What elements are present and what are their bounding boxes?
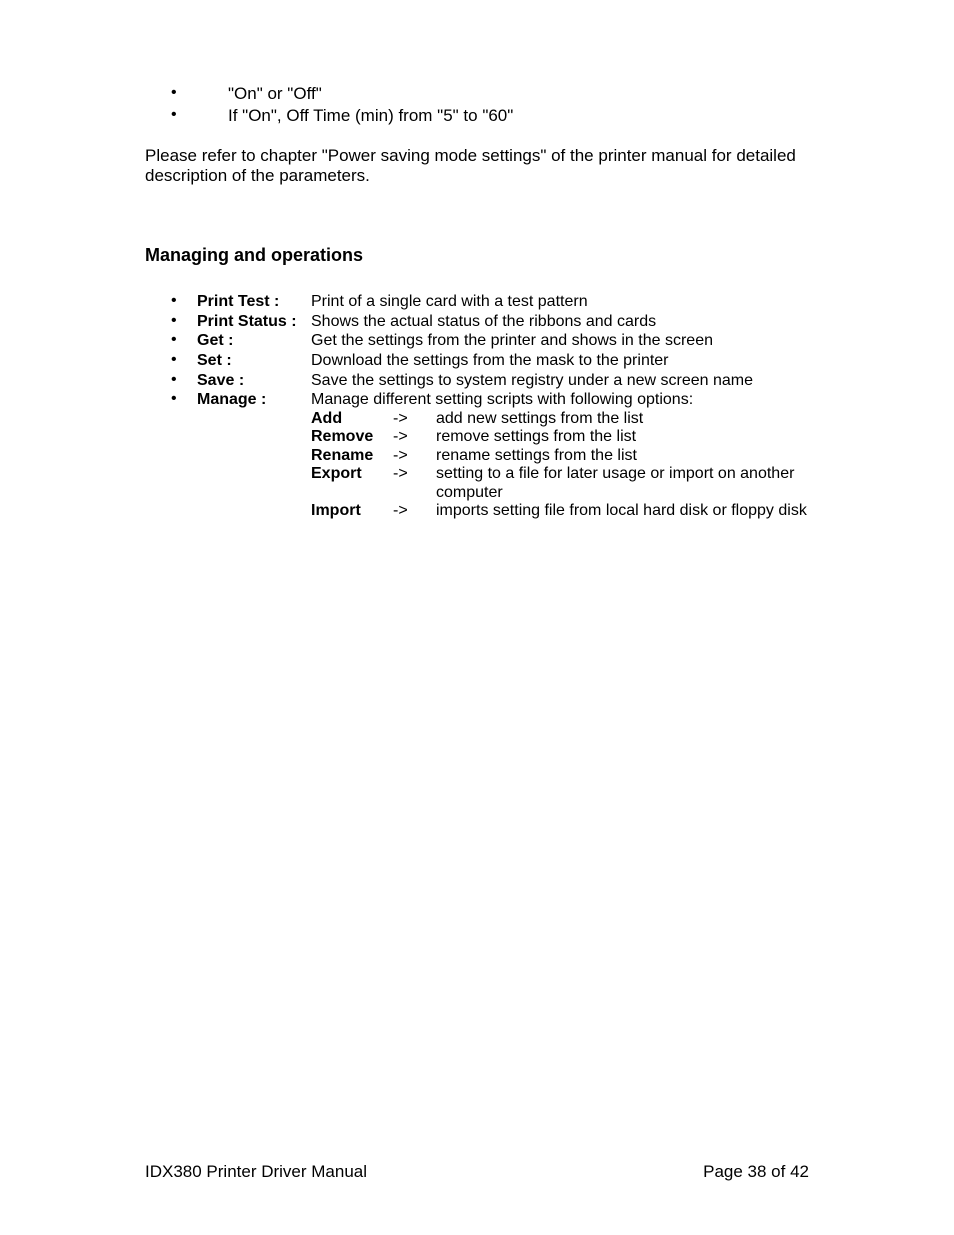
bullet-icon: • [171,390,177,407]
operation-label: Get : [197,332,234,349]
operation-desc: Download the settings from the mask to the printer [311,352,669,369]
manage-option-desc: remove settings from the list [436,428,637,445]
bullet-icon: • [171,84,177,101]
bullet-icon: • [171,106,177,123]
bullet-icon: • [171,371,177,388]
operation-label: Print Test : [197,293,280,310]
footer-title: IDX380 Printer Driver Manual [145,1162,368,1181]
arrow-icon: -> [393,410,408,427]
bullet-icon: • [171,351,177,368]
manage-option-name: Add [311,410,343,427]
intro-paragraph: Please refer to chapter "Power saving mode settings" of the printer manual for detailed description of the parameters. [145,146,796,185]
manage-option-name: Import [311,502,361,519]
operation-desc: Manage different setting scripts with following options: [311,391,694,408]
manage-option-name: Remove [311,428,374,445]
manage-option-desc: imports setting file from local hard disk or floppy disk [436,502,807,519]
operation-label: Print Status : [197,313,297,330]
bullet-icon: • [171,292,177,309]
operation-desc: Get the settings from the printer and shows in the screen [311,332,713,349]
operation-desc: Shows the actual status of the ribbons and cards [311,313,657,330]
bullet-text-on-off: "On" or "Off" [228,84,322,103]
bullet-icon: • [171,312,177,329]
operation-label: Manage : [197,391,267,408]
operation-desc: Save the settings to system registry under a new screen name [311,372,753,389]
manage-option-desc: add new settings from the list [436,410,644,427]
section-title: Managing and operations [145,245,364,265]
bullet-text-off-time: If "On", Off Time (min) from "5" to "60" [228,106,514,125]
manage-option-name: Export [311,465,362,482]
arrow-icon: -> [393,465,408,482]
arrow-icon: -> [393,428,408,445]
arrow-icon: -> [393,447,408,464]
operation-desc: Print of a single card with a test pattern [311,293,588,310]
manage-option-desc: setting to a file for later usage or import on another computer [436,465,795,501]
manage-option-desc: rename settings from the list [436,447,637,464]
bullet-icon: • [171,331,177,348]
page-number: Page 38 of 42 [703,1162,809,1181]
arrow-icon: -> [393,502,408,519]
operation-label: Save : [197,372,245,389]
operation-label: Set : [197,352,232,369]
manage-option-name: Rename [311,447,374,464]
